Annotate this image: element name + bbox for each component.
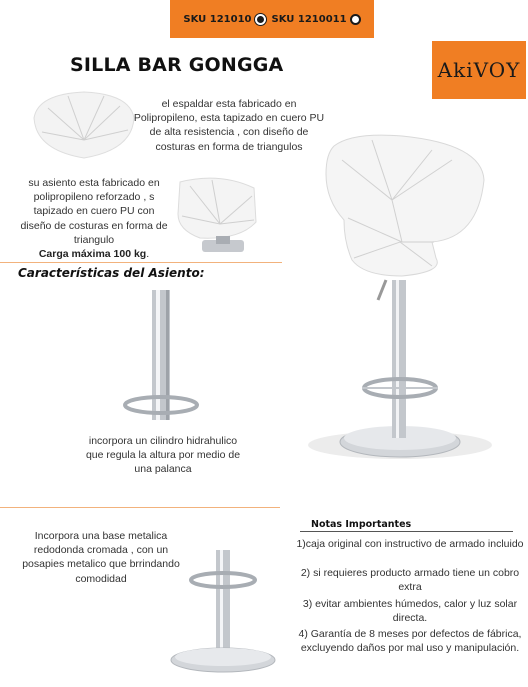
sku-label: SKU 1210011 (271, 13, 347, 25)
base-detail-image (168, 550, 278, 678)
section-divider (0, 507, 280, 508)
product-title: SILLA BAR GONGGA (70, 54, 284, 76)
main-chair-image (282, 130, 522, 470)
sku-item (183, 14, 265, 25)
note-item: 2) si requieres producto armado tiene un cobro extra (300, 567, 520, 594)
seat-load-capacity (18, 247, 170, 261)
cylinder-description: incorpora un cilindro hidrahulico que regula la altura por medio de una palanca (85, 435, 241, 476)
brand-logo-text: AkiVOY (437, 58, 521, 82)
seat-detail-image (170, 174, 260, 256)
note-item: 3) evitar ambientes húmedos, calor y luz solar directa. (302, 598, 518, 625)
note-item: 4) Garantía de 8 meses por defectos de fábrica, excluyendo daños por mal uso y manipulación. (298, 628, 522, 655)
notes-heading: Notas Importantes (311, 519, 412, 530)
section-divider (0, 262, 282, 263)
selected-radio-icon[interactable] (255, 14, 266, 25)
seat-description: su asiento esta fabricado en polipropileno reforzado , s tapizado en cuero PU con diseño de costuras en forma de triangulo (20, 177, 168, 246)
seat-load-label: Carga máxima 100 kg (38, 248, 147, 260)
sku-item (272, 14, 361, 25)
base-description: Incorpora una base metalica redodonda cromada , con un posapies metalico que brrindando comodidad (22, 530, 180, 585)
notes-divider (300, 531, 513, 532)
backrest-description: el espaldar esta fabricado en Polipropileno, esta tapizado en cuero PU de alta resistencia , con diseño de costuras en forma de triangulos (133, 98, 325, 153)
brand-logo (432, 41, 526, 99)
cylinder-detail-image (116, 290, 206, 420)
section-heading: Características del Asiento: (18, 266, 205, 280)
sku-bar (170, 0, 374, 38)
seat-load-suffix: . (146, 248, 150, 260)
note-item: 1)caja original con instructivo de armado incluido (296, 538, 524, 550)
unselected-radio-icon[interactable] (350, 14, 361, 25)
sku-label: SKU 121010 (183, 13, 252, 25)
backrest-detail-image (28, 88, 140, 160)
